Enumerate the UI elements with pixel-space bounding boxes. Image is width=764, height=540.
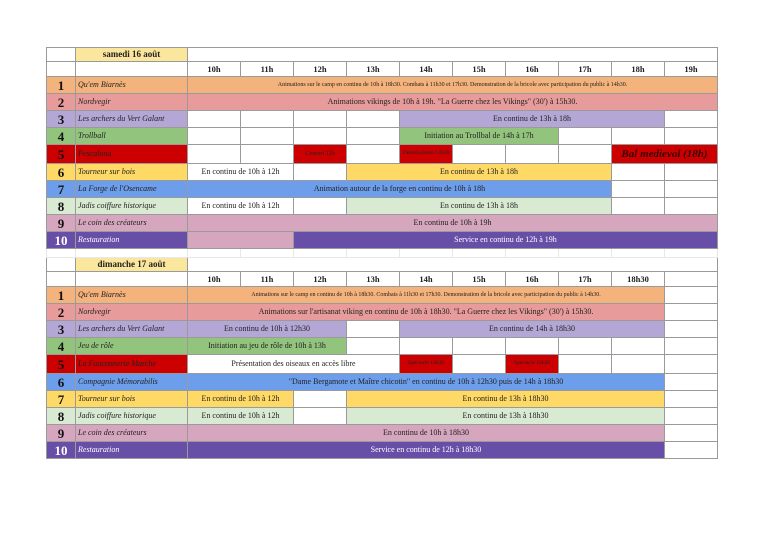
empty-cell — [612, 164, 665, 181]
empty-cell — [559, 145, 612, 164]
activity-cell: En continu de 14h à 18h30 — [400, 321, 665, 338]
hour-header: 15h — [453, 62, 506, 77]
empty-cell — [241, 128, 294, 145]
hour-header: 12h — [294, 272, 347, 287]
corner-cell — [47, 258, 76, 272]
activity-cell: En continu de 10h à 12h — [188, 391, 294, 408]
row-number: 1 — [47, 287, 76, 304]
table-row — [47, 94, 718, 111]
empty-cell — [665, 355, 718, 374]
activity-cell: Initiation au Trollbal de 14h à 17h — [400, 128, 559, 145]
row-number: 5 — [47, 145, 76, 164]
empty-cell — [665, 321, 718, 338]
row-number: 9 — [47, 425, 76, 442]
row-number: 5 — [47, 355, 76, 374]
activity-cell: Animation autour de la forge en continu de 10h à 18h — [188, 181, 612, 198]
empty-cell — [453, 145, 506, 164]
hour-header: 16h — [506, 272, 559, 287]
empty-cell — [559, 249, 612, 258]
exhibitor-name: Jadis coiffure historique — [76, 198, 188, 215]
row-number: 10 — [47, 232, 76, 249]
empty-cell — [506, 249, 559, 258]
hour-header: 19h — [665, 62, 718, 77]
empty-cell — [665, 272, 718, 287]
table-row — [47, 408, 718, 425]
activity-cell: En continu de 10h à 18h30 — [188, 425, 665, 442]
row-number: 4 — [47, 128, 76, 145]
schedule-sheet — [46, 47, 718, 459]
exhibitor-name: Le coin des créateurs — [76, 425, 188, 442]
row-number: 9 — [47, 215, 76, 232]
empty-cell — [506, 338, 559, 355]
empty-cell — [612, 249, 665, 258]
empty-cell — [453, 355, 506, 374]
empty-cell — [188, 249, 241, 258]
empty-cell — [665, 181, 718, 198]
empty-cell — [665, 338, 718, 355]
exhibitor-name: La Fauconnerie Marche — [76, 355, 188, 374]
activity-cell: En continu de 10h à 19h — [188, 215, 718, 232]
empty-cell — [347, 145, 400, 164]
row-number: 3 — [47, 111, 76, 128]
empty-cell — [665, 425, 718, 442]
exhibitor-name: Restauration — [76, 442, 188, 459]
activity-cell: En continu de 10h à 12h — [188, 408, 294, 425]
hour-header: 15h — [453, 272, 506, 287]
table-row — [47, 304, 718, 321]
empty-cell — [188, 258, 718, 272]
table-row — [47, 145, 718, 164]
table-row — [47, 181, 718, 198]
activity-cell: En continu de 13h à 18h — [400, 111, 665, 128]
hour-header: 18h — [612, 62, 665, 77]
empty-cell — [559, 355, 612, 374]
hour-header: 10h — [188, 62, 241, 77]
empty-cell — [188, 48, 718, 62]
activity-cell: En continu de 10h à 12h — [188, 198, 294, 215]
empty-cell — [665, 408, 718, 425]
table-row — [47, 111, 718, 128]
empty-cell — [76, 249, 188, 258]
exhibitor-name: Les archers du Vert Galant — [76, 321, 188, 338]
activity-cell: Animations sur l'artisanat viking en continu de 10h à 18h30. "La Guerre chez les Vikings" (30') à 15h30. — [188, 304, 665, 321]
row-number: 7 — [47, 391, 76, 408]
table-row — [47, 338, 718, 355]
corner-cell — [47, 48, 76, 62]
empty-cell — [294, 391, 347, 408]
empty-cell — [294, 164, 347, 181]
hour-header: 13h — [347, 272, 400, 287]
schedule-table — [46, 47, 718, 459]
hour-header: 16h — [506, 62, 559, 77]
exhibitor-name: Restauration — [76, 232, 188, 249]
row-number: 7 — [47, 181, 76, 198]
row-number: 3 — [47, 321, 76, 338]
empty-cell — [294, 249, 347, 258]
hour-header: 14h — [400, 62, 453, 77]
exhibitor-name: Compagnie Mémorabilis — [76, 374, 188, 391]
empty-cell — [453, 338, 506, 355]
activity-cell: Initiation au jeu de rôle de 10h à 13h — [188, 338, 347, 355]
table-row — [47, 77, 718, 94]
empty-cell — [665, 128, 718, 145]
spacer-row — [47, 249, 718, 258]
empty-cell — [76, 272, 188, 287]
empty-cell — [612, 338, 665, 355]
concert-cell: Concert 12h — [294, 145, 347, 164]
empty-cell — [188, 111, 241, 128]
empty-cell — [241, 145, 294, 164]
activity-cell: Animations vikings de 10h à 19h. "La Guerre chez les Vikings" (30') à 15h30. — [188, 94, 718, 111]
empty-cell — [188, 145, 241, 164]
activity-cell: En continu de 13h à 18h — [347, 198, 612, 215]
empty-cell — [47, 62, 76, 77]
sunday-hours-row — [47, 272, 718, 287]
row-number: 6 — [47, 164, 76, 181]
row-number: 4 — [47, 338, 76, 355]
empty-cell — [665, 391, 718, 408]
empty-cell — [612, 198, 665, 215]
exhibitor-name: Qu'em Biarnès — [76, 77, 188, 94]
activity-cell: Animations sur le camp en continu de 10h à 18h30. Combats à 11h30 et 17h30. Demonstration de la bricole avec participation du public à 14h30. — [188, 287, 665, 304]
empty-cell — [400, 249, 453, 258]
hour-header: 10h — [188, 272, 241, 287]
hour-header: 17h — [559, 62, 612, 77]
empty-cell — [559, 128, 612, 145]
saturday-hours-row — [47, 62, 718, 77]
table-row — [47, 128, 718, 145]
activity-cell: Animations sur le camp en continu de 10h à 18h30. Combats à 11h30 et 17h30. Demonstration de la bricole avec participation du public à 14h30. — [188, 77, 718, 94]
table-row — [47, 425, 718, 442]
empty-cell — [188, 232, 294, 249]
empty-cell — [347, 338, 400, 355]
table-row — [47, 198, 718, 215]
empty-cell — [665, 198, 718, 215]
empty-cell — [665, 164, 718, 181]
exhibitor-name: Trollball — [76, 128, 188, 145]
empty-cell — [612, 128, 665, 145]
empty-cell — [347, 111, 400, 128]
empty-cell — [559, 338, 612, 355]
empty-cell — [506, 145, 559, 164]
activity-cell: "Dame Bergamote et Maître chicotin" en continu de 10h à 12h30 puis de 14h à 18h30 — [188, 374, 665, 391]
empty-cell — [347, 249, 400, 258]
row-number: 2 — [47, 94, 76, 111]
empty-cell — [665, 287, 718, 304]
row-number: 8 — [47, 408, 76, 425]
exhibitor-name: Tourneur sur bois — [76, 391, 188, 408]
exhibitor-name: Jadis coiffure historique — [76, 408, 188, 425]
table-row — [47, 164, 718, 181]
row-number: 1 — [47, 77, 76, 94]
activity-cell: En continu de 10h à 12h30 — [188, 321, 347, 338]
table-row — [47, 374, 718, 391]
empty-cell — [241, 249, 294, 258]
empty-cell — [612, 355, 665, 374]
exhibitor-name: Les archers du Vert Galant — [76, 111, 188, 128]
empty-cell — [294, 111, 347, 128]
empty-cell — [188, 128, 241, 145]
hour-header: 11h — [241, 62, 294, 77]
activity-cell: En continu de 10h à 12h — [188, 164, 294, 181]
row-number: 10 — [47, 442, 76, 459]
empty-cell — [612, 181, 665, 198]
empty-cell — [665, 111, 718, 128]
empty-cell — [47, 272, 76, 287]
show-cell: Spectacle 14h30 — [400, 355, 453, 374]
empty-cell — [665, 304, 718, 321]
exhibitor-name: Nordvegir — [76, 94, 188, 111]
row-number: 2 — [47, 304, 76, 321]
table-row — [47, 321, 718, 338]
empty-cell — [294, 198, 347, 215]
exhibitor-name: Nordvegir — [76, 304, 188, 321]
table-row — [47, 232, 718, 249]
empty-cell — [400, 338, 453, 355]
hour-header: 17h — [559, 272, 612, 287]
table-row — [47, 391, 718, 408]
activity-cell: En continu de 13h à 18h30 — [347, 408, 665, 425]
activity-cell: Présentation des oiseaux en accès libre — [188, 355, 400, 374]
empty-cell — [47, 249, 76, 258]
sunday-day-label: dimanche 17 août — [76, 258, 188, 272]
exhibitor-name: Tourneur sur bois — [76, 164, 188, 181]
table-row — [47, 215, 718, 232]
saturday-day-label: samedi 16 août — [76, 48, 188, 62]
show-cell: Spectacle 16h30 — [506, 355, 559, 374]
empty-cell — [665, 249, 718, 258]
exhibitor-name: Jeu de rôle — [76, 338, 188, 355]
activity-cell: Service en continu de 12h à 18h30 — [188, 442, 665, 459]
table-row — [47, 442, 718, 459]
empty-cell — [76, 62, 188, 77]
row-number: 8 — [47, 198, 76, 215]
activity-cell: Service en continu de 12h à 19h — [294, 232, 718, 249]
saturday-title-row — [47, 48, 718, 62]
sunday-title-row — [47, 258, 718, 272]
row-number: 6 — [47, 374, 76, 391]
empty-cell — [665, 442, 718, 459]
table-row — [47, 355, 718, 374]
hour-header: 12h — [294, 62, 347, 77]
exhibitor-name: Le coin des créateurs — [76, 215, 188, 232]
exhibitor-name: Pescalona — [76, 145, 188, 164]
activity-cell: En continu de 13h à 18h — [347, 164, 612, 181]
empty-cell — [294, 128, 347, 145]
hour-header: 13h — [347, 62, 400, 77]
deambulation-cell: Déambulation 14h30 — [400, 145, 453, 164]
empty-cell — [241, 111, 294, 128]
activity-cell: En continu de 13h à 18h30 — [347, 391, 665, 408]
hour-header: 18h30 — [612, 272, 665, 287]
empty-cell — [347, 321, 400, 338]
empty-cell — [294, 408, 347, 425]
bal-cell: Bal medieval (18h) — [612, 145, 718, 164]
empty-cell — [347, 128, 400, 145]
empty-cell — [453, 249, 506, 258]
hour-header: 11h — [241, 272, 294, 287]
hour-header: 14h — [400, 272, 453, 287]
empty-cell — [665, 374, 718, 391]
exhibitor-name: La Forge de l'Osencame — [76, 181, 188, 198]
table-row — [47, 287, 718, 304]
exhibitor-name: Qu'em Biarnès — [76, 287, 188, 304]
